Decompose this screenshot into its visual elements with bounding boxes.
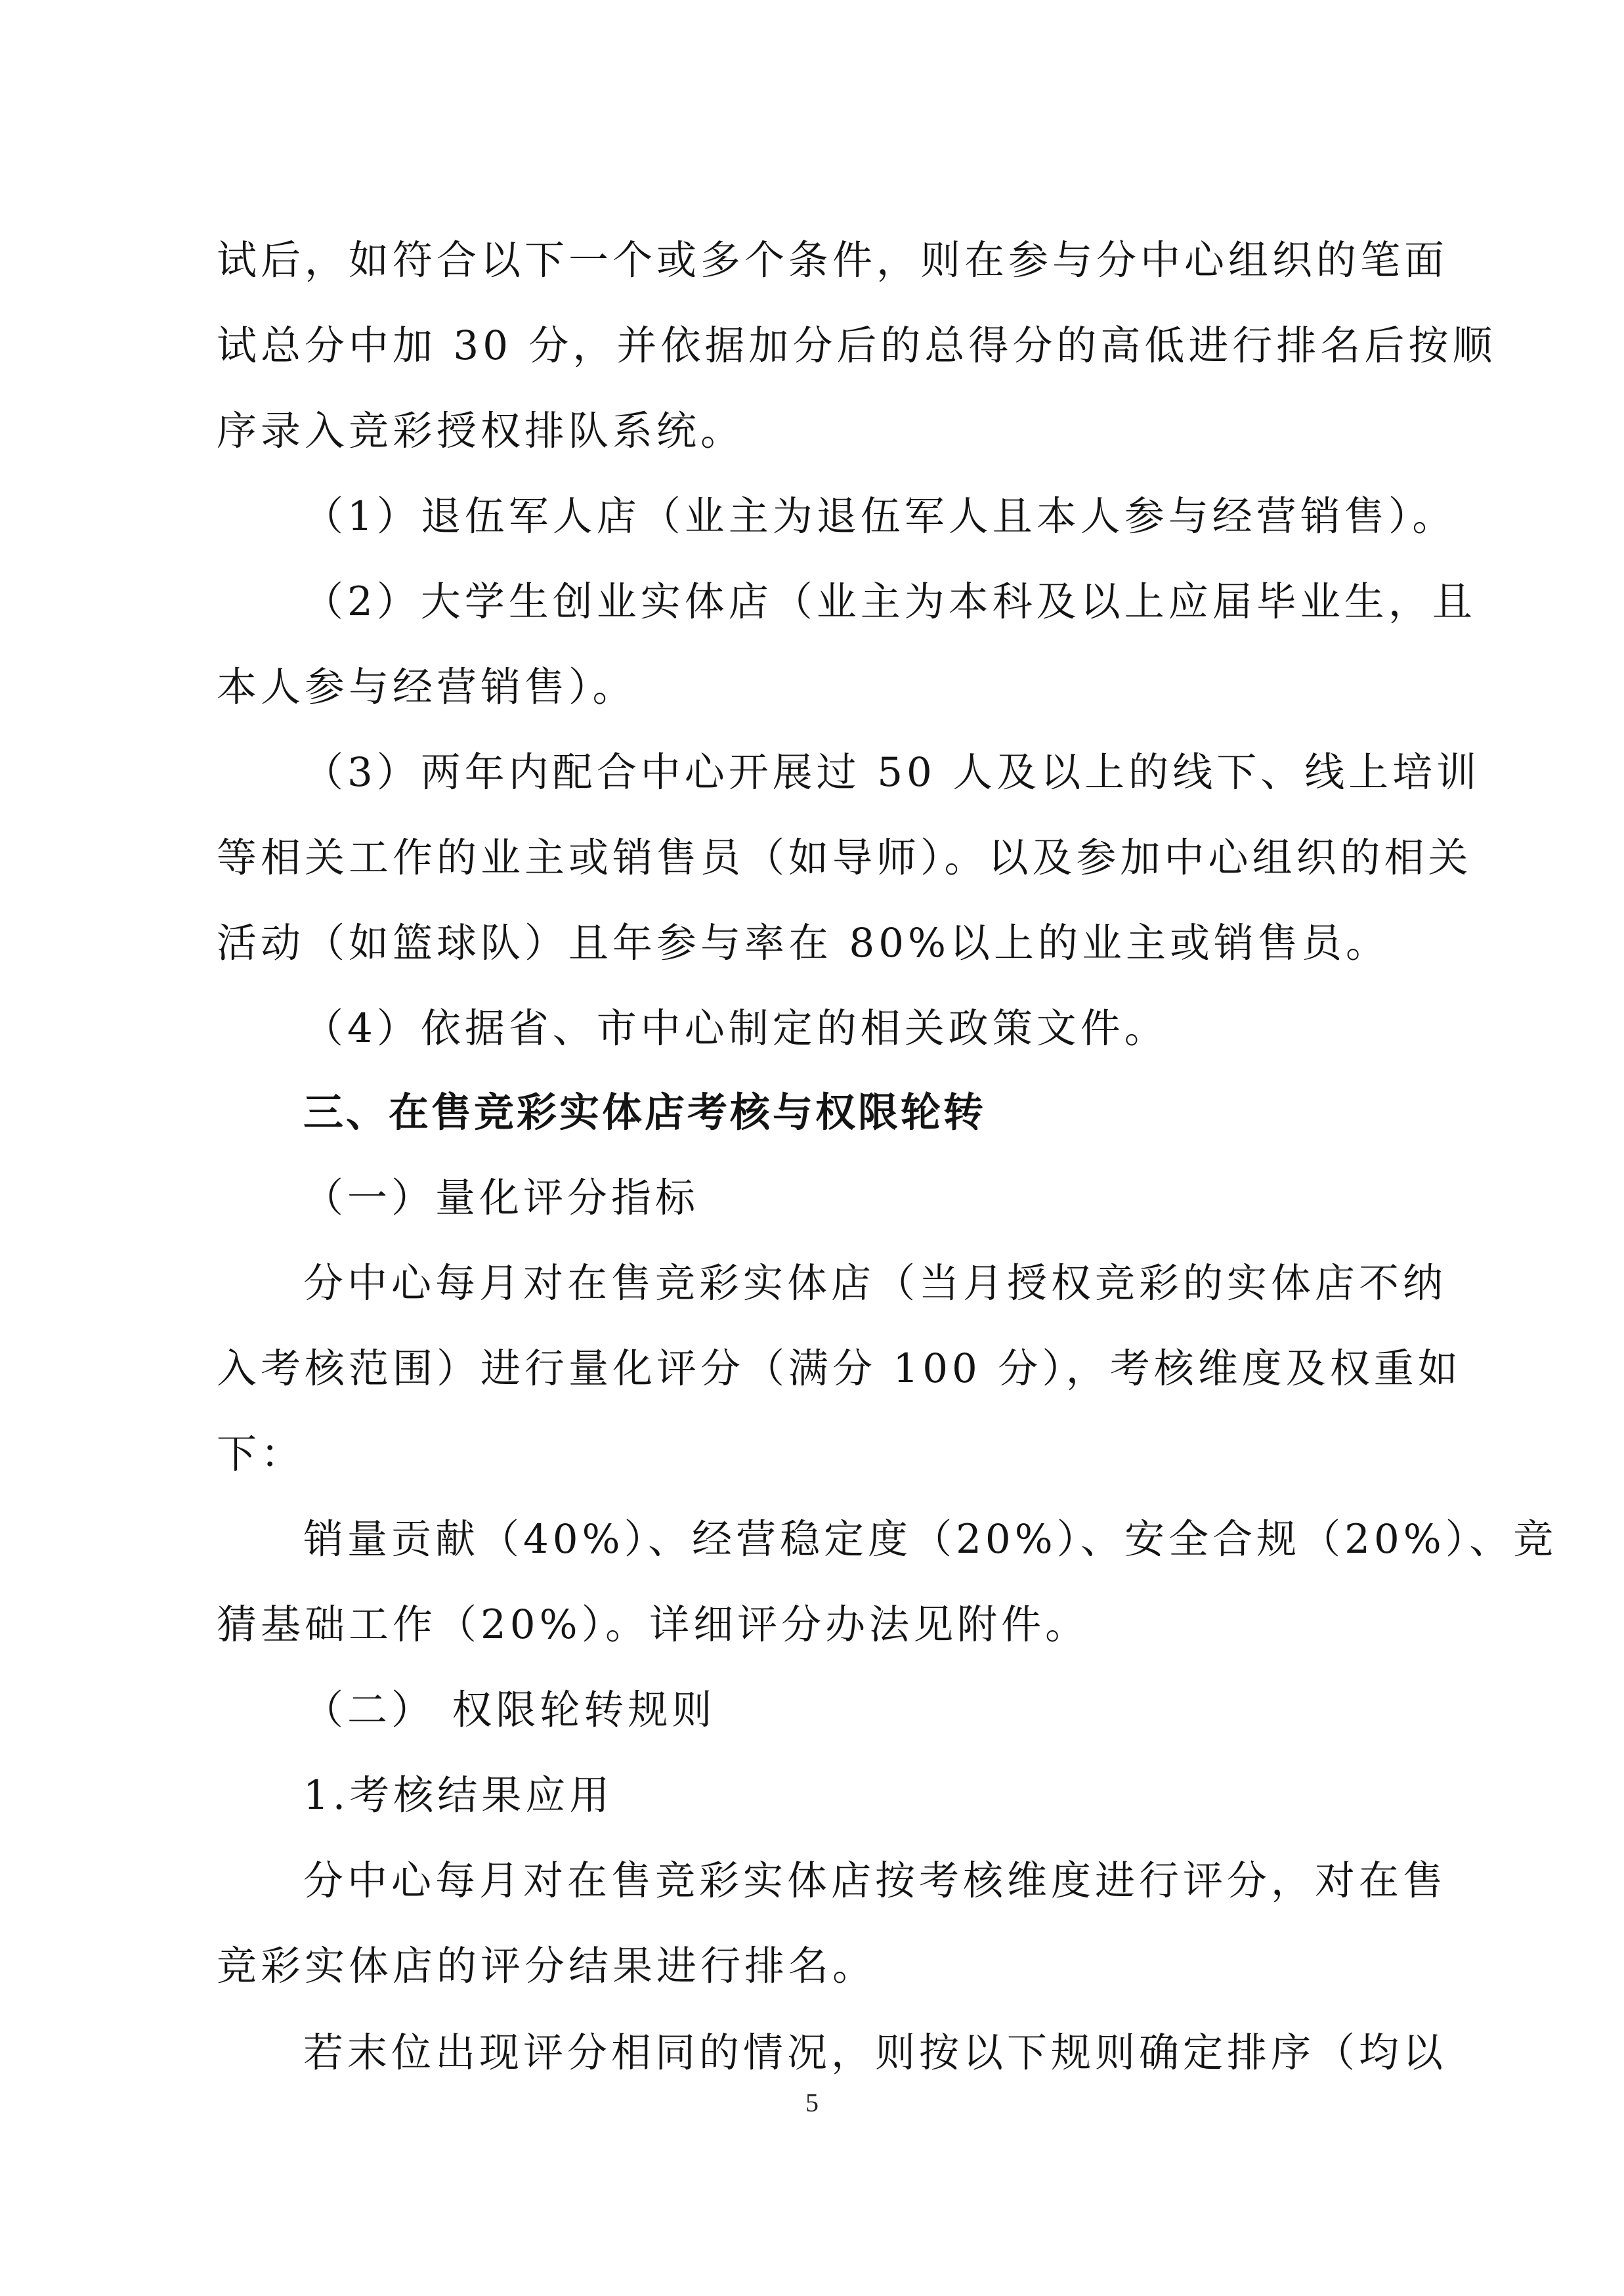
text-line: 试总分中加 30 分，并依据加分后的总得分的高低进行排名后按顺	[217, 322, 1497, 369]
text-line: 猜基础工作（20%）。详细评分办法见附件。	[217, 1601, 1090, 1648]
paragraph-line: 分中心每月对在售竞彩实体店按考核维度进行评分，对在售	[303, 1857, 1447, 1904]
text-line: 活动（如篮球队）且年参与率在 80%以上的业主或销售员。	[217, 920, 1390, 966]
paragraph-line: 若末位出现评分相同的情况，则按以下规则确定排序（均以	[303, 2029, 1447, 2076]
text-line: 本人参与经营销售）。	[217, 664, 637, 710]
text-line: 竞彩实体店的评分结果进行排名。	[217, 1943, 877, 1989]
paragraph-line: 分中心每月对在售竞彩实体店（当月授权竞彩的实体店不纳	[303, 1260, 1447, 1307]
subsection-heading: （一）量化评分指标	[303, 1175, 700, 1221]
text-line: 等相关工作的业主或销售员（如导师）。以及参加中心组织的相关	[217, 834, 1472, 881]
page-number: 5	[805, 2088, 819, 2117]
text-line: 下：	[217, 1431, 305, 1477]
text-line: 试后，如符合以下一个或多个条件，则在参与分中心组织的笔面	[217, 237, 1449, 284]
paragraph-line: 销量贡献（40%）、经营稳定度（20%）、安全合规（20%）、竞	[303, 1516, 1558, 1563]
text-line: 入考核范围）进行量化评分（满分 100 分），考核维度及权重如	[217, 1345, 1462, 1392]
list-item-1: （1）退伍军人店（业主为退伍军人且本人参与经营销售）。	[303, 493, 1457, 540]
list-item-3: （3）两年内配合中心开展过 50 人及以上的线下、线上培训	[303, 749, 1481, 796]
numbered-heading: 1.考核结果应用	[303, 1772, 614, 1819]
section-heading: 三、在售竞彩实体店考核与权限轮转	[303, 1089, 987, 1136]
list-item-2: （2）大学生创业实体店（业主为本科及以上应届毕业生，且	[303, 578, 1476, 625]
text-line: 序录入竞彩授权排队系统。	[217, 408, 745, 454]
list-item-4: （4）依据省、市中心制定的相关政策文件。	[303, 1005, 1168, 1052]
subsection-heading: （二） 权限轮转规则	[303, 1687, 716, 1733]
